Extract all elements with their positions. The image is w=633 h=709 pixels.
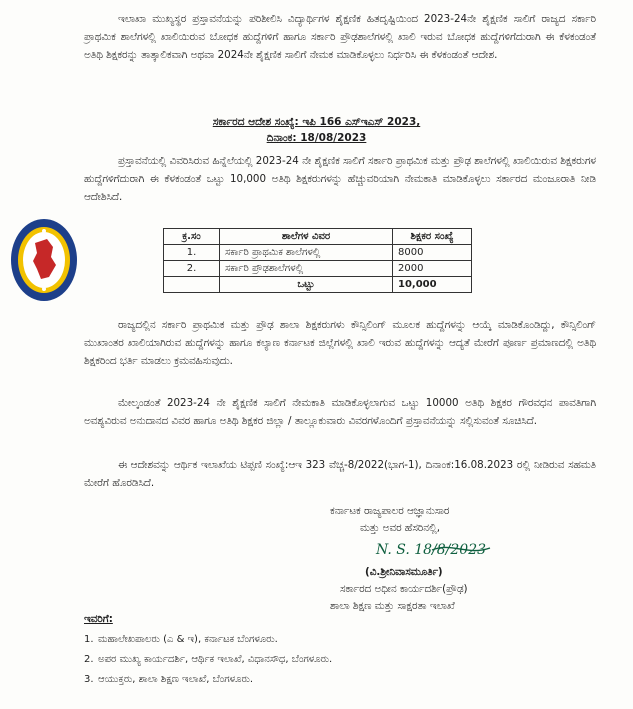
cell-count: 2000 xyxy=(393,261,472,277)
karnataka-seal-logo-icon xyxy=(9,217,79,303)
table-row xyxy=(164,261,472,277)
counselling-paragraph: ರಾಜ್ಯದಲ್ಲಿನ ಸರ್ಕಾರಿ ಪ್ರಾಥಮಿಕ ಮತ್ತು ಪ್ರೌಢ ಶಾಲಾ ಶಿಕ್ಷಕರುಗಳು ಕೌನ್ಸಿಲಿಂಗ್ ಮೂಲಕ ಹುದ್ದೆಗಳನ್ನು ಆಯ್ಕೆ ಮಾಡಿಕೊಂಡಿದ್ದು, ಕೌನ್ಸಿಲಿಂಗ್ ಮುಖಾಂತರ ಖಾಲಿಯಾಗಿರುವ ಹುದ್ದೆಗಳನ್ನು ಹಾಗೂ ಕಲ್ಯಾಣ ಕರ್ನಾಟಕ ಜಿಲ್ಲೆಗಳಲ್ಲಿ ಖಾಲಿ ಇರುವ ಹುದ್ದೆಗಳನ್ನು ಆದ್ಯತೆ ಮೇರೆಗೆ ಪೂರ್ಣ ಪ್ರಮಾಣದಲ್ಲಿ ಅತಿಥಿ ಶಿಕ್ಷಕರಿಂದ ಭರ್ತಿ ಮಾಡಲು ಕ್ರಮವಹಿಸುವುದು. xyxy=(84,319,596,367)
table-header-row xyxy=(164,229,472,245)
cell-serial: 1. xyxy=(164,245,220,261)
list-item: 1. ಮಹಾಲೇಖಪಾಲರು (ಎ & ಇ), ಕರ್ನಾಟಕ ಬೆಂಗಳೂರು. xyxy=(84,634,278,645)
signatory-designation: ಸರ್ಕಾರದ ಅಧೀನ ಕಾರ್ಯದರ್ಶಿ(ಪ್ರೌಢ) xyxy=(340,583,468,595)
finance-paragraph: ಈ ಆದೇಶವನ್ನು ಆರ್ಥಿಕ ಇಲಾಖೆಯ ಟಿಪ್ಪಣಿ ಸಂಖ್ಯೆ:ಆಇ 323 ವೆಚ್ಚ-8/2022(ಭಾಗ-1), ದಿನಾಂಕ:16.08.2023 ರಲ್ಲಿ ನೀಡಿರುವ ಸಹಮತಿ ಮೇರೆಗೆ ಹೊರಡಿಸಿದೆ. xyxy=(84,459,596,489)
total-value: 10,000 xyxy=(393,277,472,293)
list-item: 2. ಅಪರ ಮುಖ್ಯ ಕಾರ್ಯದರ್ಶಿ, ಆರ್ಥಿಕ ಇಲಾಖೆ, ವಿಧಾನಸೌಧ, ಬೆಂಗಳೂರು. xyxy=(84,654,333,665)
total-label: ಒಟ್ಟು xyxy=(220,277,393,293)
header-serial: ಕ್ರ.ಸಂ xyxy=(164,229,220,245)
cc-list xyxy=(84,630,332,690)
header-teacher-count: ಶಿಕ್ಷಕರ ಸಂಖ್ಯೆ xyxy=(393,229,472,245)
signatory-department: ಶಾಲಾ ಶಿಕ್ಷಣ ಮತ್ತು ಸಾಕ್ಷರತಾ ಇಲಾಖೆ xyxy=(330,600,455,612)
cell-school: ಸರ್ಕಾರಿ ಪ್ರಾಥಮಿಕ ಶಾಲೆಗಳಲ್ಲಿ xyxy=(220,245,393,261)
cc-label: ಇವರಿಗೆ: xyxy=(84,613,113,625)
order-date: ದಿನಾಂಕ: 18/08/2023 xyxy=(266,132,367,144)
list-item: 3. ಆಯುಕ್ತರು, ಶಾಲಾ ಶಿಕ್ಷಣ ಇಲಾಖೆ, ಬೆಂಗಳೂರು. xyxy=(84,674,254,685)
order-body-paragraph: ಪ್ರಸ್ತಾವನೆಯಲ್ಲಿ ವಿವರಿಸಿರುವ ಹಿನ್ನೆಲೆಯಲ್ಲಿ 2023-24 ನೇ ಶೈಕ್ಷಣಿಕ ಸಾಲಿಗೆ ಸರ್ಕಾರಿ ಪ್ರಾಥಮಿಕ ಮತ್ತು ಪ್ರೌಢ ಶಾಲೆಗಳಲ್ಲಿ ಖಾಲಿಯಿರುವ ಶಿಕ್ಷಕರುಗಳ ಹುದ್ದೆಗಳಿಗೆದುರಾಗಿ ಈ ಕೆಳಕಂಡಂತೆ ಒಟ್ಟು 10,000 ಅತಿಥಿ ಶಿಕ್ಷಕರುಗಳನ್ನು ಹೆಚ್ಚುವರಿಯಾಗಿ ನೇಮಕಾತಿ ಮಾಡಿಕೊಳ್ಳಲು ಸರ್ಕಾರದ ಮಂಜೂರಾತಿ ನೀಡಿ ಆದೇಶಿಸಿದೆ. xyxy=(84,155,596,203)
table-row xyxy=(164,245,472,261)
header-school-details: ಶಾಲೆಗಳ ವಿವರ xyxy=(220,229,393,245)
cell-serial: 2. xyxy=(164,261,220,277)
signatory-name: (ವಿ.ಶ್ರೀನಿವಾಸಮೂರ್ತಿ) xyxy=(365,566,443,578)
handwritten-signature xyxy=(372,536,572,560)
honorarium-paragraph: ಮೇಲ್ಕಂಡಂತೆ 2023-24 ನೇ ಶೈಕ್ಷಣಿಕ ಸಾಲಿಗೆ ನೇಮಕಾತಿ ಮಾಡಿಕೊಳ್ಳಲಾಗುವ ಒಟ್ಟು 10000 ಅತಿಥಿ ಶಿಕ್ಷಕರ ಗೌರವಧನ ಪಾವತಿಗಾಗಿ ಅವಶ್ಯವಿರುವ ಅನುದಾನದ ವಿವರ ಹಾಗೂ ಅತಿಥಿ ಶಿಕ್ಷಕರ ಜಿಲ್ಲಾ / ತಾಲ್ಲೂಕುವಾರು ವಿವರಗಳೊಂದಿಗೆ ಪ್ರಸ್ತಾವನೆಯನ್ನು ಸಲ್ಲಿಸುವಂತೆ ಸೂಚಿಸಿದೆ. xyxy=(84,397,596,427)
authority-line-2: ಮತ್ತು ಅವರ ಹೆಸರಿನಲ್ಲಿ, xyxy=(360,522,441,534)
intro-paragraph: ಇಲಾಖಾ ಮುಖ್ಯಸ್ಥರ ಪ್ರಸ್ತಾವನೆಯನ್ನು ಪರಿಶೀಲಿಸಿ ವಿದ್ಯಾರ್ಥಿಗಳ ಶೈಕ್ಷಣಿಕ ಹಿತದೃಷ್ಟಿಯಿಂದ 2023-24ನೇ ಶೈಕ್ಷಣಿಕ ಸಾಲಿಗೆ ರಾಜ್ಯದ ಸರ್ಕಾರಿ ಪ್ರಾಥಮಿಕ ಶಾಲೆಗಳಲ್ಲಿ ಖಾಲಿಯಿರುವ ಬೋಧಕ ಹುದ್ದೆಗಳಿಗೆ ಹಾಗೂ ಸರ್ಕಾರಿ ಪ್ರೌಢಶಾಲೆಗಳಲ್ಲಿ ಖಾಲಿ ಇರುವ ಬೋಧಕ ಹುದ್ದೆಗಳಿಗೆದುರಾಗಿ ಈ ಕೆಳಕಂಡಂತೆ ಅತಿಥಿ ಶಿಕ್ಷಕರನ್ನು ತಾತ್ಕಾಲಿಕವಾಗಿ ಅಥವಾ 2024ನೇ ಶೈಕ್ಷಣಿಕ ಸಾಲಿಗೆ ನೇಮಕ ಮಾಡಿಕೊಳ್ಳಲು ನಿರ್ಧರಿಸಿ ಈ ಕೆಳಕಂಡಂತೆ ಆದೇಶ. xyxy=(84,13,596,61)
cell-count: 8000 xyxy=(393,245,472,261)
order-number: ಸರ್ಕಾರದ ಆದೇಶ ಸಂಖ್ಯೆ: ಇಪಿ 166 ಎಸ್‌ಇಎಸ್ 2023, xyxy=(212,116,421,128)
authority-line-1: ಕರ್ನಾಟಕ ರಾಜ್ಯಪಾಲರ ಆಜ್ಞಾನುಸಾರ xyxy=(330,505,450,517)
table-total-row xyxy=(164,277,472,293)
teacher-allocation-table xyxy=(163,228,472,293)
signature-text: N. S. 18/8/2023 xyxy=(376,542,487,558)
cell-school: ಸರ್ಕಾರಿ ಪ್ರೌಢಶಾಲೆಗಳಲ್ಲಿ xyxy=(220,261,393,277)
